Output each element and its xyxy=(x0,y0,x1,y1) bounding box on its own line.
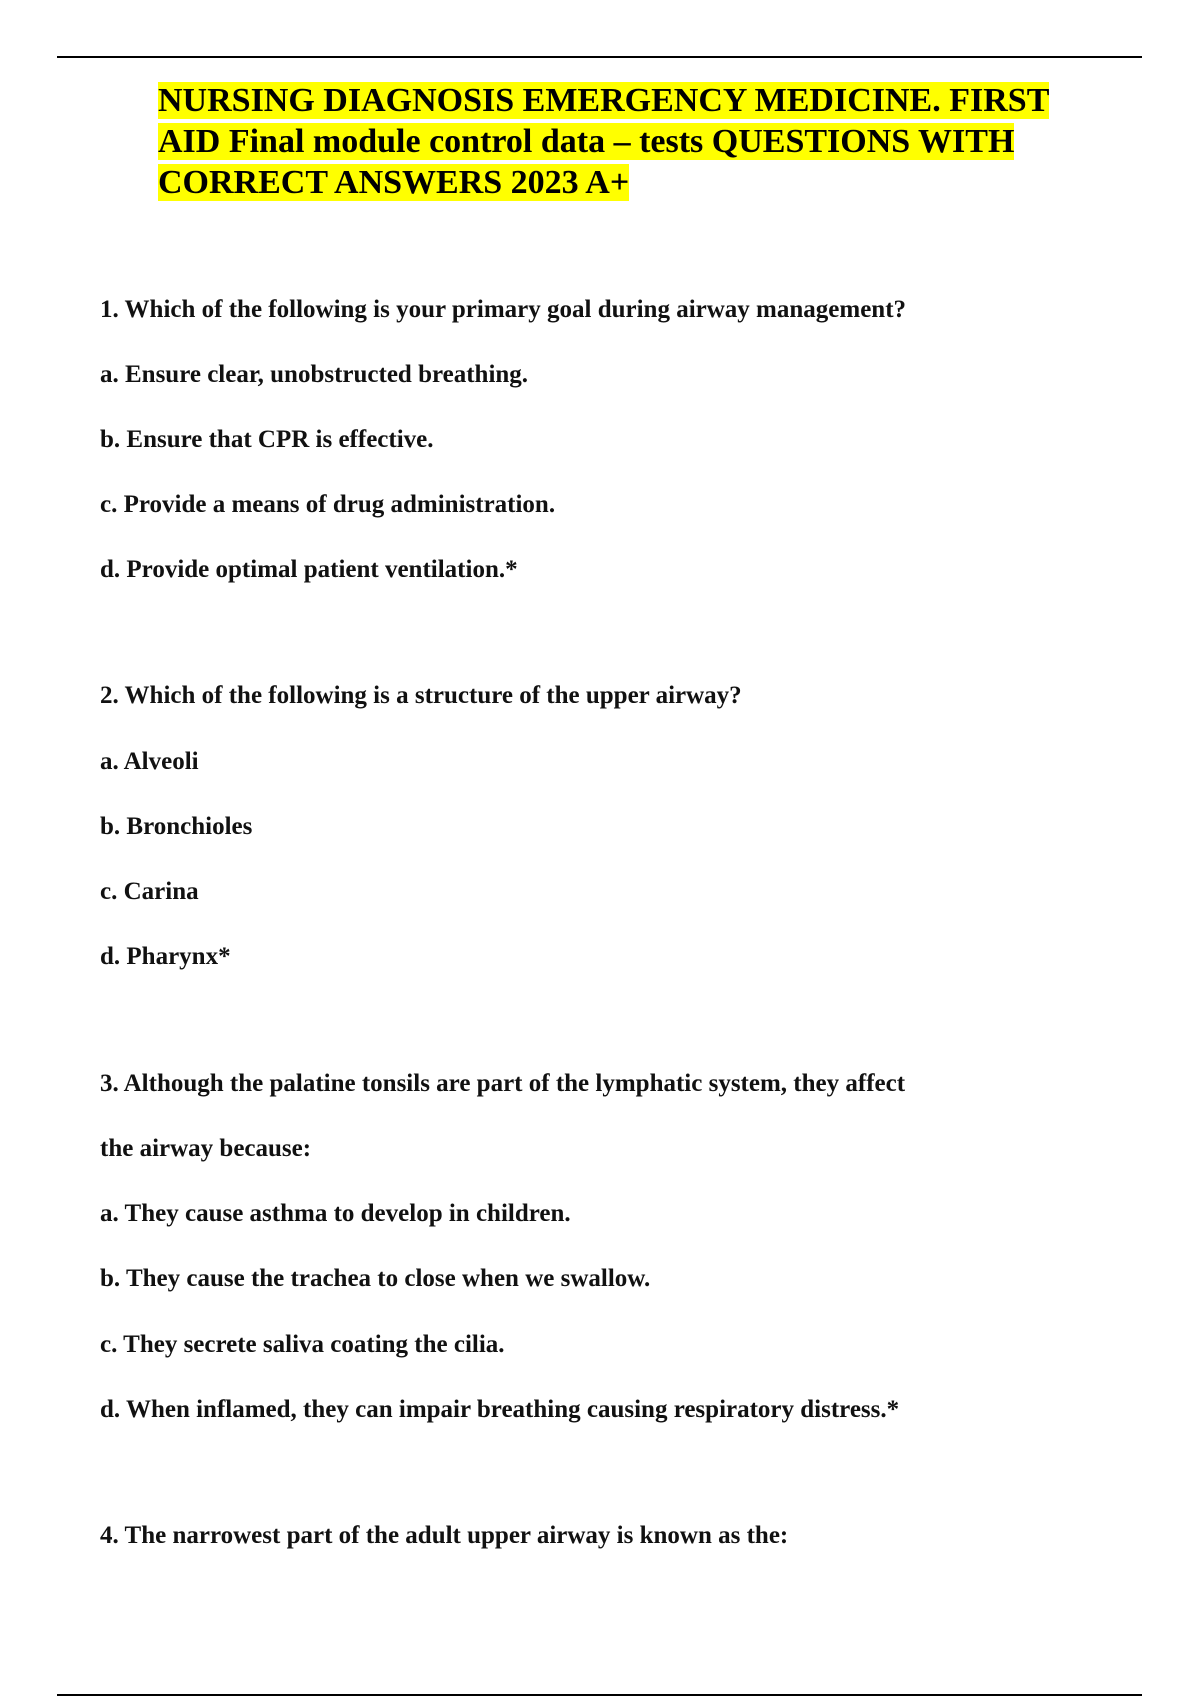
title-line-3: CORRECT ANSWERS 2023 A+ xyxy=(158,164,630,201)
question-1-stem: 1. Which of the following is your primary goal during airway management? xyxy=(100,296,907,323)
question-4-stem: 4. The narrowest part of the adult upper airway is known as the: xyxy=(100,1522,789,1549)
question-3-option-d: d. When inflamed, they can impair breathing causing respiratory distress.* xyxy=(100,1396,900,1423)
title-line-1: NURSING DIAGNOSIS EMERGENCY MEDICINE. FIRST xyxy=(158,82,1050,119)
question-3-option-a: a. They cause asthma to develop in children. xyxy=(100,1200,571,1227)
bottom-rule xyxy=(57,1694,1142,1696)
question-1-option-d: d. Provide optimal patient ventilation.* xyxy=(100,556,518,583)
question-2-option-d: d. Pharynx* xyxy=(100,943,231,970)
question-3-option-b: b. They cause the trachea to close when we swallow. xyxy=(100,1265,651,1292)
question-2-option-c: c. Carina xyxy=(100,878,199,905)
question-1-option-b: b. Ensure that CPR is effective. xyxy=(100,426,434,453)
title-line-2: AID Final module control data – tests QUESTIONS WITH xyxy=(158,123,1015,160)
question-1-option-a: a. Ensure clear, unobstructed breathing. xyxy=(100,361,529,388)
question-1-option-c: c. Provide a means of drug administration. xyxy=(100,491,556,518)
question-3-stem-line-1: 3. Although the palatine tonsils are part of the lymphatic system, they affect xyxy=(100,1070,906,1097)
question-2-stem: 2. Which of the following is a structure of the upper airway? xyxy=(100,682,742,709)
question-3-option-c: c. They secrete saliva coating the cilia. xyxy=(100,1331,505,1358)
question-3-stem-line-2: the airway because: xyxy=(100,1135,312,1162)
question-2-option-b: b. Bronchioles xyxy=(100,813,253,840)
top-rule xyxy=(57,56,1142,58)
question-2-option-a: a. Alveoli xyxy=(100,748,199,775)
document-title xyxy=(158,80,1118,203)
